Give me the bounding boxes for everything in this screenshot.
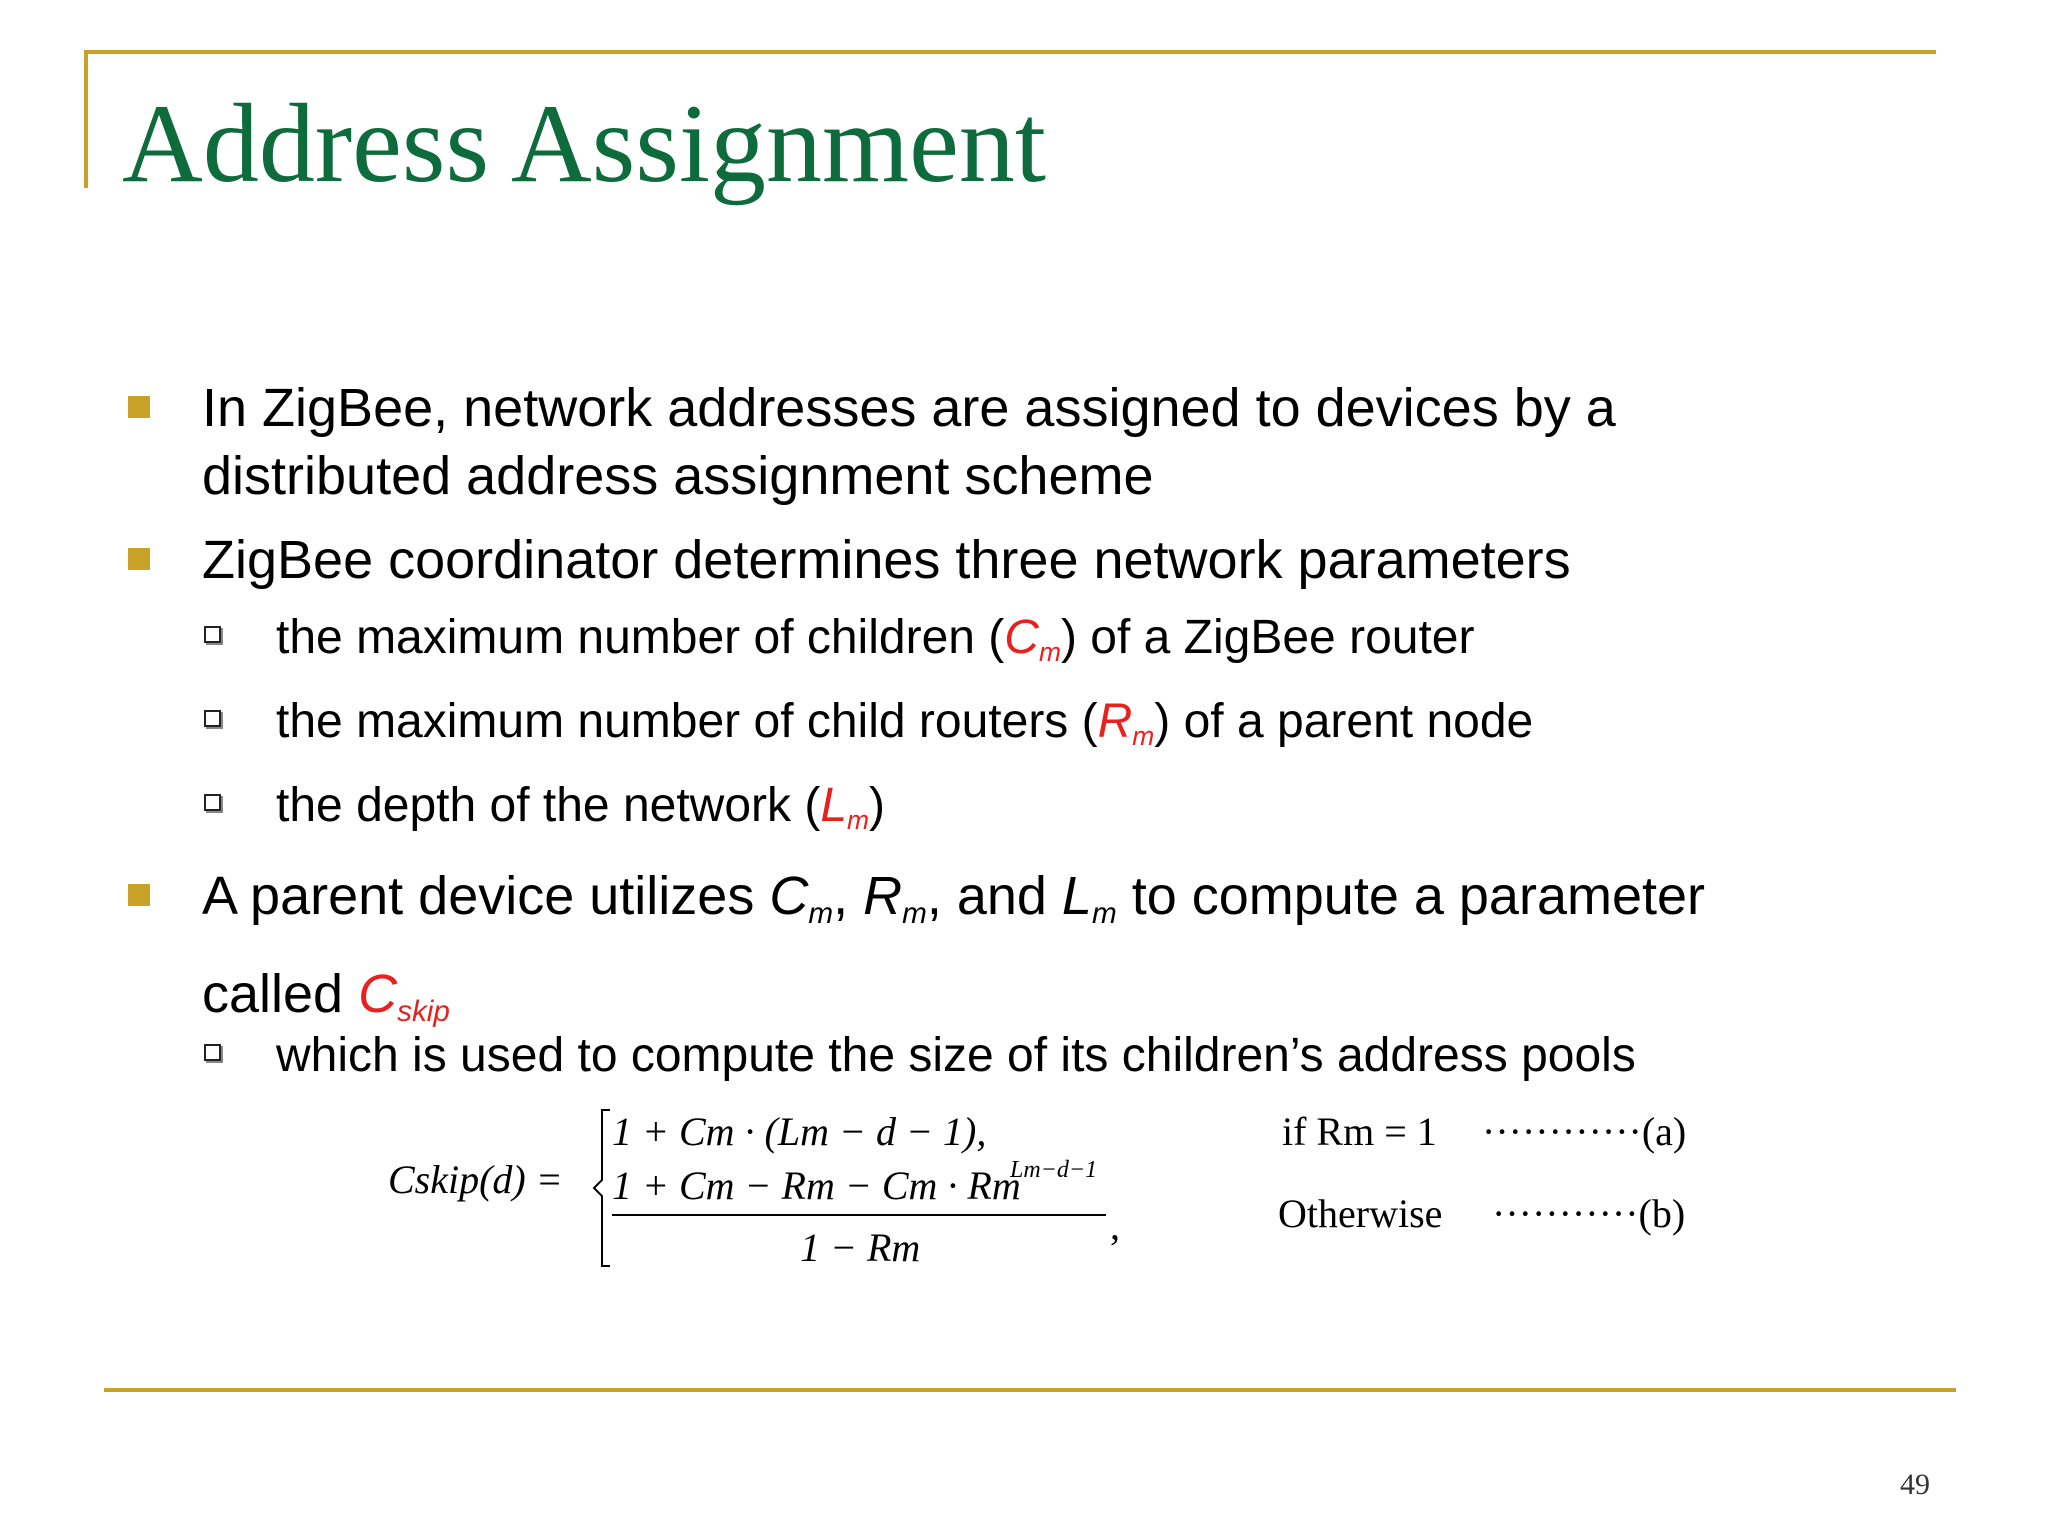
symbol-subscript: m	[902, 896, 927, 930]
symbol-l: L	[1061, 866, 1092, 926]
symbol-c: C	[769, 866, 809, 926]
slide-title: Address Assignment	[122, 82, 1046, 206]
formula-comma: ,	[1110, 1203, 1120, 1248]
sub-bullet-cm	[276, 608, 1474, 682]
sub-bullet-text: the maximum number of children (	[276, 611, 1005, 664]
left-rule	[84, 50, 88, 188]
symbol-subscript: m	[1132, 720, 1155, 751]
top-rule	[84, 50, 1936, 54]
fraction-bar	[612, 1214, 1106, 1216]
sub-bullet-marker	[204, 794, 221, 811]
symbol-subscript: m	[847, 804, 870, 835]
sub-bullet-text: )	[869, 779, 886, 832]
bullet-text: to compute a parameter	[1116, 866, 1706, 926]
sub-bullet-text: the depth of the network (	[276, 779, 821, 832]
bottom-rule	[104, 1388, 1956, 1392]
sub-bullet-rm	[276, 692, 1533, 766]
formula-label-a: ············(a)	[1482, 1109, 1687, 1154]
sub-bullet-pools: which is used to compute the size of its children’s address pools	[276, 1029, 1636, 1082]
bullet-marker	[128, 884, 150, 906]
bullet-marker	[128, 548, 150, 570]
bullet-1-line-1: In ZigBee, network addresses are assigned to devices by a	[202, 378, 1616, 438]
sub-bullet-marker	[204, 1044, 221, 1061]
symbol-r: R	[863, 866, 903, 926]
sub-bullet-lm	[276, 776, 885, 850]
bullet-3	[202, 862, 1705, 1046]
left-brace	[590, 1108, 614, 1268]
bullet-2: ZigBee coordinator determines three network parameters	[202, 530, 1571, 590]
bullet-text: A parent device utilizes	[202, 866, 770, 926]
bullet-text: , and	[926, 866, 1062, 926]
symbol-r: R	[1097, 695, 1133, 748]
bullet-text: ,	[833, 866, 864, 926]
sub-bullet-marker	[204, 626, 221, 643]
sub-bullet-text: ) of a parent node	[1154, 695, 1534, 748]
page-number: 49	[1900, 1468, 1930, 1501]
formula-case-b-denominator: 1 − Rm	[800, 1225, 921, 1270]
formula-condition-b: Otherwise	[1278, 1191, 1443, 1236]
symbol-subscript: m	[1038, 636, 1061, 667]
symbol-subscript: skip	[397, 994, 450, 1028]
formula-case-b-exponent: Lm−d−1	[1010, 1157, 1098, 1183]
formula-label-b: ···········(b)	[1492, 1191, 1686, 1236]
formula-condition-a: if Rm = 1	[1282, 1109, 1437, 1154]
formula-case-a: 1 + Cm · (Lm − d − 1),	[612, 1109, 987, 1154]
sub-bullet-text: the maximum number of child routers (	[276, 695, 1098, 748]
symbol-l: L	[820, 779, 848, 832]
bullet-1	[202, 374, 1616, 510]
symbol-subscript: m	[1091, 896, 1117, 930]
symbol-subscript: m	[808, 896, 834, 930]
formula-case-b-numerator: 1 + Cm − Rm − Cm · Rm	[612, 1163, 1021, 1208]
sub-bullet-text: ) of a ZigBee router	[1060, 611, 1475, 664]
bullet-3-line-1	[202, 862, 1705, 948]
symbol-cskip: C	[358, 963, 398, 1024]
formula-lhs: Cskip(d) =	[388, 1157, 563, 1202]
bullet-text: called	[202, 963, 359, 1024]
bullet-marker	[128, 396, 150, 418]
bullet-1-line-2: distributed address assignment scheme	[202, 446, 1154, 506]
symbol-c: C	[1004, 611, 1039, 664]
sub-bullet-marker	[204, 710, 221, 727]
